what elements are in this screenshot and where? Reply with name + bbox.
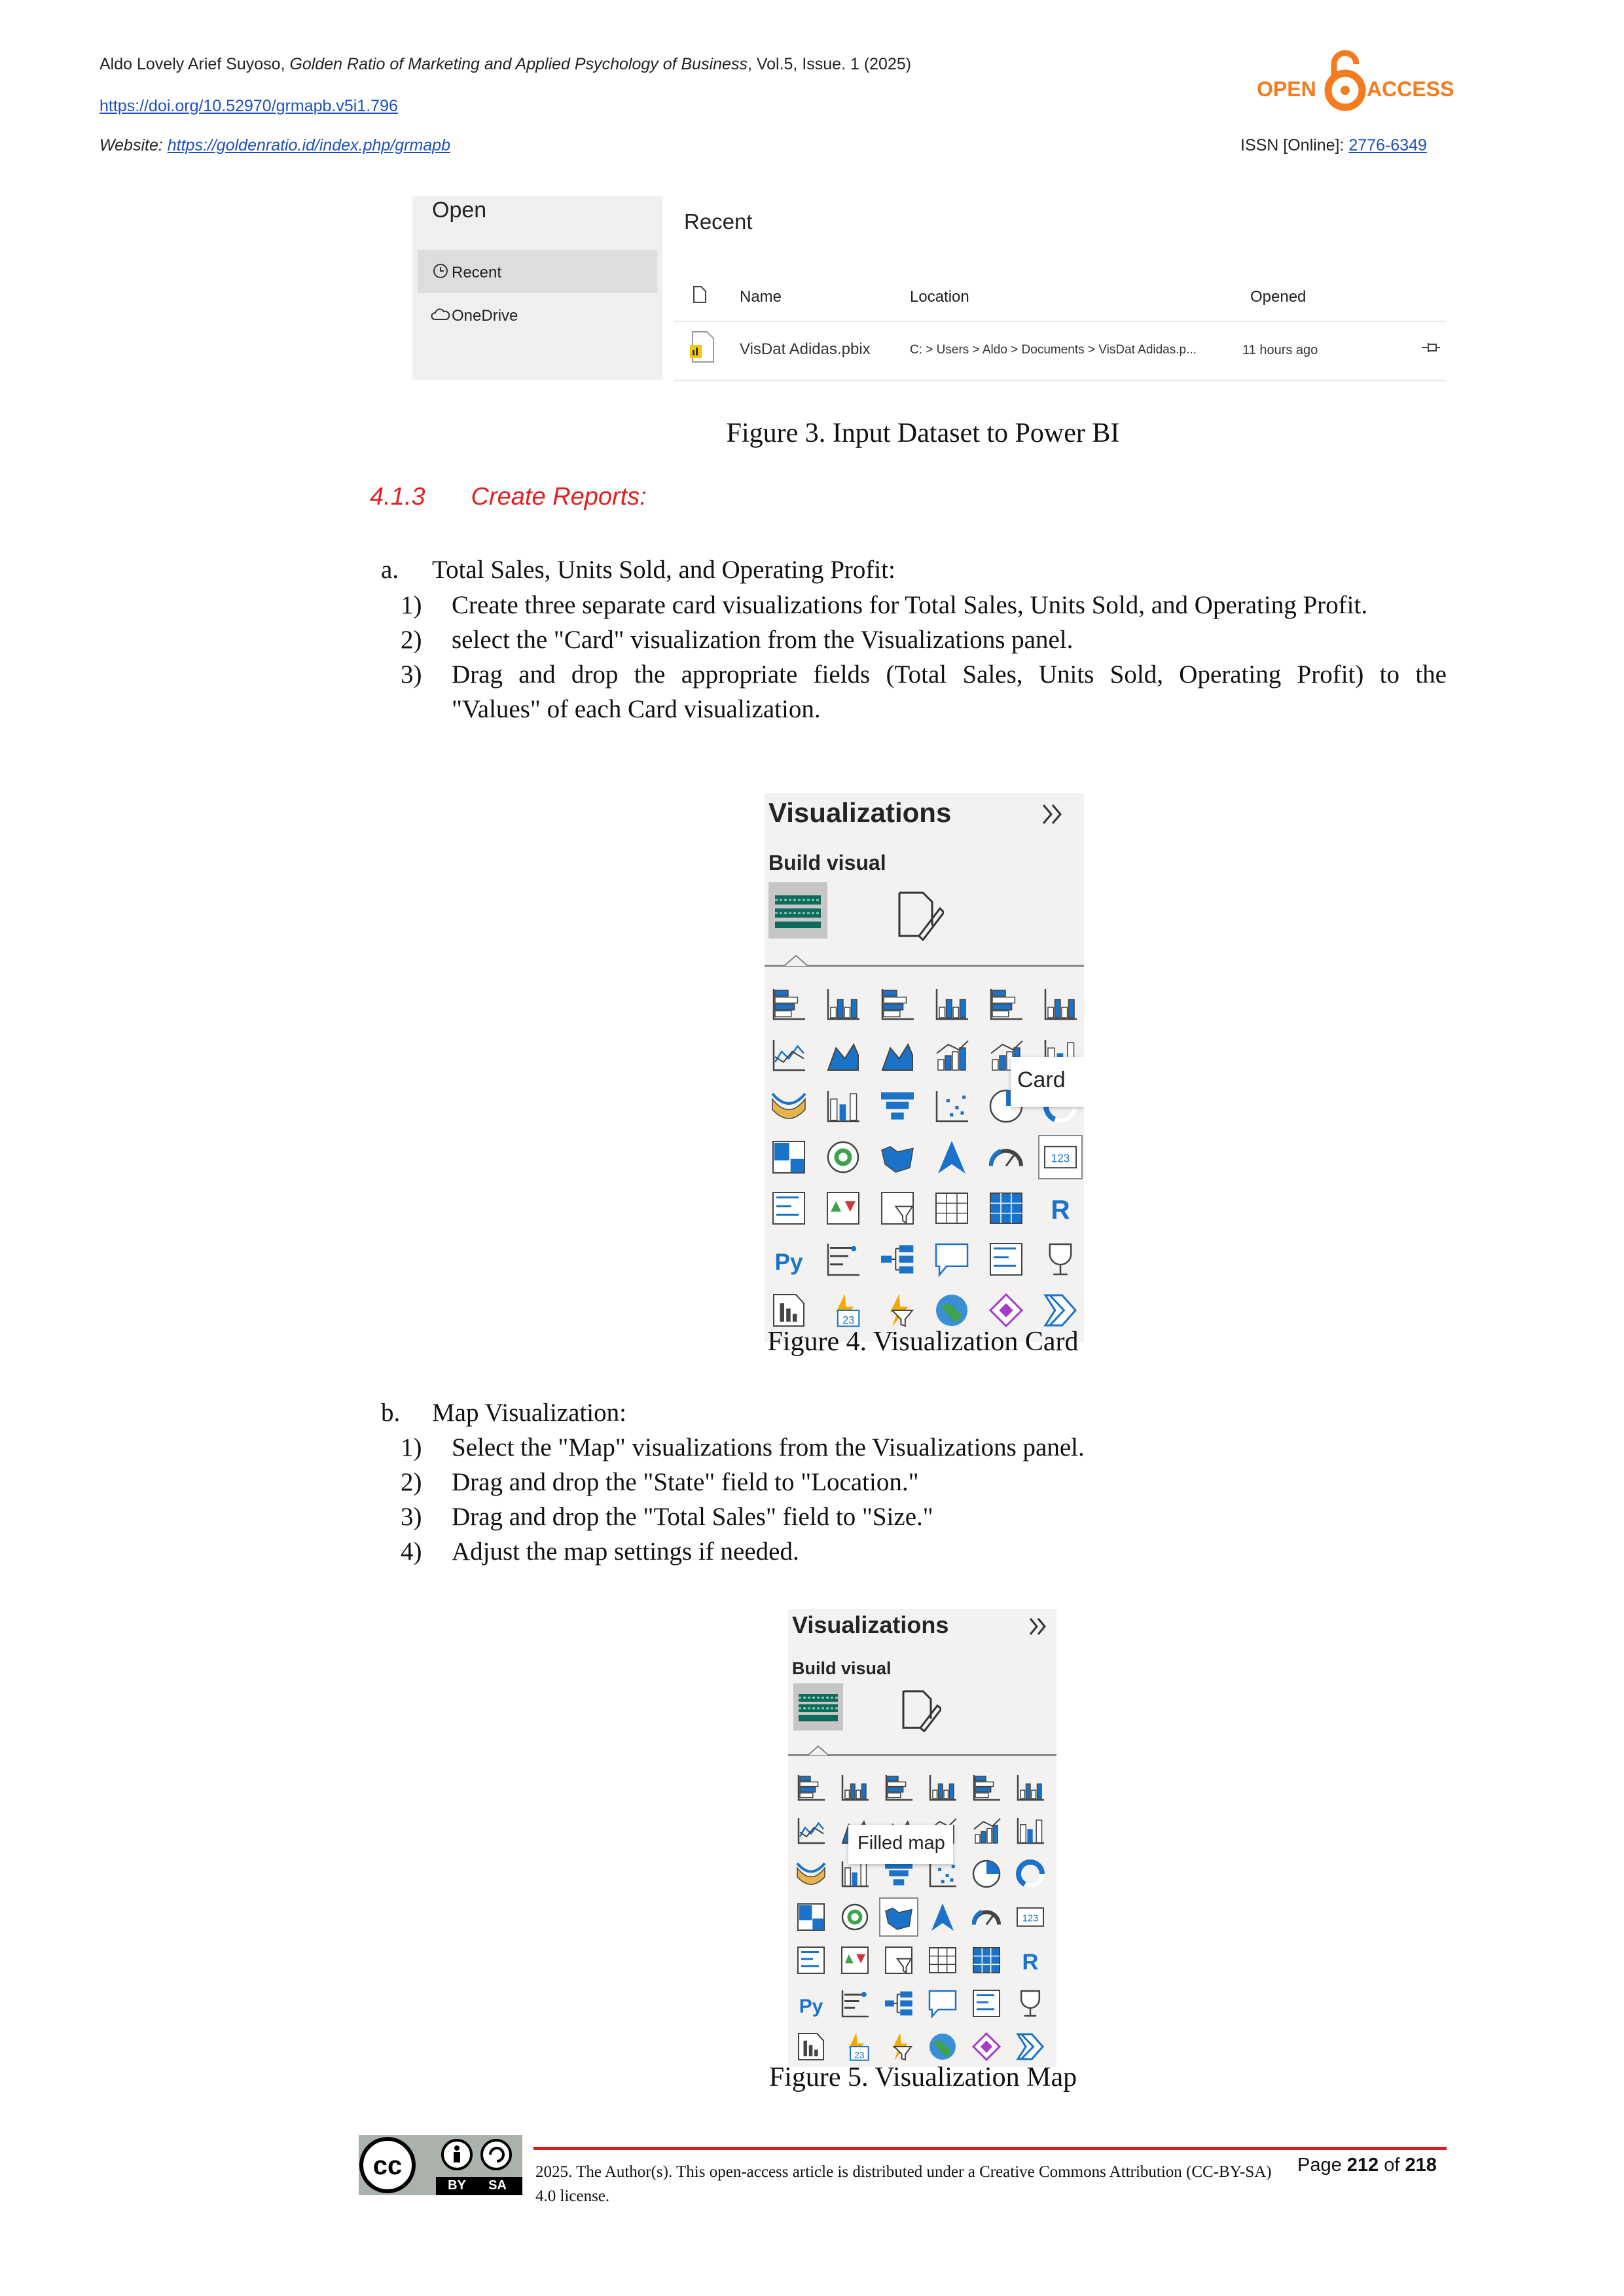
svg-text:123: 123 — [1022, 1913, 1039, 1924]
list-item: Create three separate card visualizations for Total Sales, Units Sold, and Operating Profit. — [452, 591, 1368, 619]
power-apps-icon[interactable] — [849, 2033, 869, 2060]
collapse-chevron-icon[interactable] — [1028, 1617, 1049, 1636]
figure-5-visualizations-panel — [788, 1609, 1056, 2067]
narrative-icon[interactable] — [990, 1244, 1022, 1275]
power-apps-icon[interactable] — [836, 1294, 859, 1327]
map-icon[interactable] — [828, 1142, 858, 1172]
row-divider — [674, 380, 1447, 381]
panel-title: Visualizations — [792, 1611, 949, 1638]
pbix-file-icon — [687, 331, 716, 363]
website-link[interactable]: https://goldenratio.id/index.php/grmapb — [167, 136, 450, 154]
table-icon[interactable] — [936, 1193, 967, 1223]
list-number: 2) — [401, 1468, 422, 1496]
running-header — [99, 55, 911, 74]
python-visual-icon[interactable] — [775, 1249, 803, 1275]
scatter-icon[interactable] — [930, 1861, 956, 1886]
stacked-bar-icon[interactable] — [774, 989, 805, 1019]
list-number: 3) — [401, 1503, 422, 1531]
filled-map-icon[interactable] — [880, 1898, 918, 1936]
column-location[interactable]: Location — [910, 288, 969, 306]
svg-text:Py: Py — [799, 1995, 823, 2017]
arcgis-icon[interactable] — [929, 2034, 956, 2060]
cc-by-label: BY — [448, 2178, 466, 2193]
website-line — [99, 136, 450, 155]
100-stacked-bar-icon[interactable] — [974, 1775, 1000, 1800]
donut-icon[interactable] — [1019, 1862, 1042, 1886]
filled-map-icon[interactable] — [882, 1147, 913, 1172]
decomposition-tree-icon[interactable] — [881, 1245, 913, 1273]
100-stacked-column-icon[interactable] — [1045, 989, 1077, 1019]
open-title: Open — [432, 198, 487, 223]
r-visual-icon[interactable] — [1022, 1950, 1039, 1975]
visual-icons-grid[interactable] — [765, 980, 1084, 1342]
svg-text:cc: cc — [372, 2151, 403, 2180]
filled-map-tooltip: Filled map — [848, 1825, 953, 1864]
format-visual-icon[interactable] — [898, 1689, 941, 1732]
svg-text:23: 23 — [842, 1314, 855, 1327]
decomposition-tree-icon[interactable] — [885, 1992, 912, 2016]
list-marker: a. — [381, 556, 399, 584]
list-item: Select the "Map" visualizations from the Visualizations panel. — [452, 1433, 1085, 1462]
slicer-icon[interactable] — [886, 1947, 912, 1973]
recent-heading: Recent — [684, 209, 753, 234]
card-tooltip: Card — [1011, 1057, 1084, 1107]
figure-5-caption: Figure 5. Visualization Map — [768, 2062, 1077, 2092]
card-icon[interactable] — [1039, 1136, 1082, 1179]
column-opened[interactable]: Opened — [1250, 288, 1307, 306]
padlock-icon — [1322, 47, 1368, 113]
cc-sa-label: SA — [488, 2178, 507, 2193]
list-item: Adjust the map settings if needed. — [452, 1537, 799, 1566]
of-label: of — [1384, 2155, 1400, 2176]
svg-text:23: 23 — [854, 2050, 865, 2060]
qna-icon[interactable] — [929, 1991, 956, 2017]
card-icon[interactable] — [1017, 1908, 1043, 1926]
website-label: Website: — [99, 136, 163, 154]
kpi-icon[interactable] — [842, 1947, 868, 1973]
cc-by-sa-badge — [359, 2135, 522, 2195]
open-sidebar — [412, 196, 662, 380]
ribbon-chart-icon[interactable] — [1018, 1818, 1044, 1843]
scatter-icon[interactable] — [937, 1091, 968, 1121]
figure-4-caption: Figure 4. Visualization Card — [767, 1327, 1079, 1357]
license-text: 2025. The Author(s). This open-access article is distributed under a Creative Commons Attribution (CC-BY-SA) 4.0 license. — [535, 2163, 1272, 2205]
section-title: Create Reports: — [471, 483, 647, 511]
section-number: 4.1.3 — [370, 483, 425, 511]
list-item-continuation: "Values" of each Card visualization. — [452, 695, 821, 723]
author-name: Aldo Lovely Arief Suyoso, — [99, 55, 285, 73]
python-visual-icon[interactable] — [799, 1996, 823, 2017]
treemap-icon[interactable] — [773, 1141, 804, 1173]
azure-map-icon[interactable] — [931, 1903, 954, 1931]
arcgis-icon[interactable] — [936, 1295, 967, 1326]
key-influencers-icon[interactable] — [828, 1244, 859, 1275]
recent-files-pane — [674, 196, 1447, 383]
doi-link[interactable]: https://doi.org/10.52970/grmapb.v5i1.796 — [99, 97, 398, 115]
stacked-column-icon[interactable] — [842, 1775, 869, 1800]
funnel-icon[interactable] — [885, 1863, 912, 1885]
gauge-icon[interactable] — [974, 1912, 999, 1925]
panel-title: Visualizations — [768, 797, 952, 828]
diamond-icon[interactable] — [990, 1295, 1022, 1326]
diamond-icon[interactable] — [973, 2034, 1000, 2060]
svg-text:Py: Py — [774, 1249, 803, 1276]
list-number: 1) — [401, 591, 422, 619]
waterfall-icon[interactable] — [842, 1861, 869, 1886]
figure-3-open-dialog — [412, 196, 1447, 383]
paginated-report-icon[interactable] — [1021, 1991, 1039, 2016]
issn-label: ISSN [Online]: — [1240, 136, 1344, 154]
more-visuals-icon[interactable] — [1018, 2034, 1043, 2059]
power-automate-icon[interactable] — [893, 2033, 911, 2060]
list-title: Map Visualization: — [432, 1399, 626, 1427]
cloud-icon — [431, 308, 450, 322]
open-access-logo-right: ACCESS — [1367, 77, 1454, 101]
list-item: Drag and drop the appropriate fields (Total Sales, Units Sold, Operating Profit) to the — [452, 660, 1447, 689]
header-divider — [674, 321, 1447, 322]
treemap-icon[interactable] — [798, 1904, 824, 1930]
footer-rule — [533, 2147, 1447, 2150]
list-title: Total Sales, Units Sold, and Operating Profit: — [432, 556, 895, 584]
journal-name: Golden Ratio of Marketing and Applied Psychology of Business — [289, 55, 748, 73]
open-access-logo — [1257, 47, 1454, 113]
volume-info: , Vol.5, Issue. 1 (2025) — [747, 55, 912, 73]
line-clustered-column-icon[interactable] — [974, 1819, 1000, 1843]
gauge-icon[interactable] — [991, 1151, 1021, 1166]
total-pages: 218 — [1405, 2155, 1437, 2176]
svg-text:123: 123 — [1051, 1151, 1070, 1165]
qna-icon[interactable] — [936, 1244, 967, 1275]
100-stacked-bar-icon[interactable] — [991, 989, 1022, 1019]
issn-link[interactable]: 2776-6349 — [1348, 136, 1427, 154]
stacked-column-icon[interactable] — [828, 989, 859, 1019]
clock-icon — [432, 262, 449, 279]
file-name[interactable]: VisDat Adidas.pbix — [740, 340, 871, 358]
tab-pointer — [784, 954, 808, 967]
panel-divider — [765, 965, 1084, 967]
metrics-icon[interactable] — [799, 2034, 823, 2060]
visual-icons-grid[interactable] — [788, 1767, 1056, 2067]
svg-text:R: R — [1022, 1949, 1039, 1975]
list-item: select the "Card" visualization from the Visualizations panel. — [452, 626, 1074, 654]
paginated-report-icon[interactable] — [1050, 1244, 1071, 1274]
file-icon — [693, 285, 707, 304]
matrix-icon[interactable] — [973, 1948, 1000, 1973]
figure-3-caption: Figure 3. Input Dataset to Power BI — [726, 418, 1120, 448]
collapse-chevron-icon[interactable] — [1039, 802, 1066, 826]
stacked-bar-icon[interactable] — [799, 1775, 825, 1800]
format-visual-icon[interactable] — [893, 889, 944, 941]
list-item: Drag and drop the "Total Sales" field to "Size." — [452, 1503, 933, 1531]
table-icon[interactable] — [929, 1948, 956, 1973]
clustered-bar-icon[interactable] — [886, 1775, 912, 1800]
more-visuals-icon[interactable] — [1045, 1295, 1075, 1325]
line-chart-icon[interactable] — [774, 1040, 805, 1070]
page-number — [1297, 2155, 1437, 2176]
clustered-column-icon[interactable] — [930, 1775, 956, 1800]
narrative-icon[interactable] — [973, 1990, 1000, 2017]
current-page: 212 — [1346, 2155, 1379, 2176]
area-chart-icon[interactable] — [828, 1045, 858, 1070]
metrics-icon[interactable] — [774, 1295, 804, 1326]
stacked-area-icon[interactable] — [882, 1045, 912, 1070]
pin-icon[interactable] — [1420, 339, 1441, 356]
azure-map-icon[interactable] — [938, 1141, 965, 1174]
build-visual-label: Build visual — [768, 851, 886, 874]
waterfall-icon[interactable] — [828, 1091, 859, 1121]
pie-icon[interactable] — [973, 1861, 1000, 1887]
column-name[interactable]: Name — [740, 288, 782, 306]
matrix-icon[interactable] — [990, 1193, 1022, 1223]
slicer-icon[interactable] — [882, 1193, 913, 1224]
list-number: 2) — [401, 626, 422, 654]
kpi-icon[interactable] — [827, 1193, 859, 1224]
power-automate-icon[interactable] — [890, 1294, 912, 1327]
section-heading — [370, 483, 647, 511]
figure-4-visualizations-panel — [765, 793, 1084, 1342]
list-number: 1) — [401, 1433, 422, 1462]
ribbon-icon[interactable] — [772, 1094, 805, 1119]
sidebar-item-onedrive[interactable]: OneDrive — [452, 307, 518, 325]
page-label: Page — [1297, 2155, 1342, 2176]
funnel-icon[interactable] — [881, 1092, 914, 1120]
fields-grid-icon — [797, 1691, 839, 1724]
list-marker: b. — [381, 1399, 401, 1427]
build-visual-label: Build visual — [792, 1659, 892, 1678]
list-number: 4) — [401, 1537, 422, 1566]
clustered-bar-icon[interactable] — [882, 989, 914, 1019]
100-stacked-column-icon[interactable] — [1018, 1775, 1044, 1800]
svg-text:R: R — [1051, 1194, 1070, 1225]
open-access-logo-left: OPEN — [1257, 77, 1316, 101]
r-visual-icon[interactable] — [1051, 1194, 1070, 1225]
tab-pointer — [808, 1745, 829, 1756]
issn-line — [1240, 136, 1427, 155]
doi-line — [99, 97, 398, 116]
file-location: C: > Users > Aldo > Documents > VisDat Adidas.p... — [910, 343, 1197, 357]
line-stacked-column-icon[interactable] — [937, 1041, 968, 1070]
fields-grid-icon — [774, 891, 822, 931]
line-chart-icon[interactable] — [799, 1818, 825, 1843]
multi-row-card-icon[interactable] — [798, 1947, 824, 1973]
multi-row-card-icon[interactable] — [773, 1193, 804, 1224]
file-opened: 11 hours ago — [1242, 343, 1318, 357]
list-number: 3) — [401, 660, 422, 689]
list-item: Drag and drop the "State" field to "Location." — [452, 1468, 919, 1496]
clustered-column-icon[interactable] — [937, 989, 968, 1019]
ribbon-icon[interactable] — [797, 1863, 825, 1884]
map-icon[interactable] — [842, 1905, 867, 1929]
sidebar-item-recent[interactable]: Recent — [452, 264, 502, 281]
key-influencers-icon[interactable] — [842, 1990, 869, 2017]
